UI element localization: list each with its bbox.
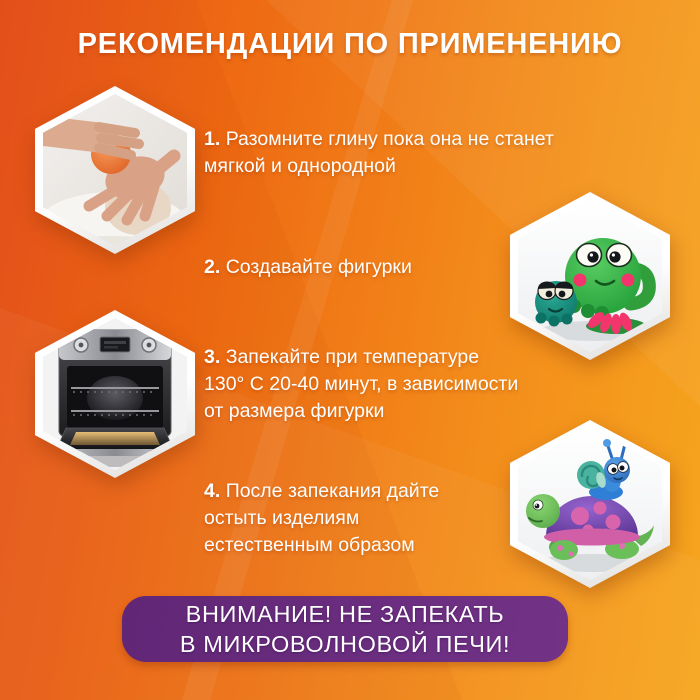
hexagon-frame [35, 310, 195, 478]
step-line-text: Создавайте фигурки [225, 256, 412, 278]
step-line: остыть изделиям [204, 507, 360, 529]
step-line-text: После запекания дайте [225, 480, 440, 502]
step-1-text [204, 126, 614, 180]
warning-line: В МИКРОВОЛНОВОЙ ПЕЧИ! [179, 631, 511, 657]
step-number: 2. [204, 256, 221, 278]
step-number: 3. [204, 346, 221, 368]
step-3-image-hexagon [35, 310, 195, 478]
step-line-text: Запекайте при температуре [225, 346, 480, 368]
step-number: 4. [204, 480, 221, 502]
step-2-text [204, 254, 614, 281]
warning-line: ВНИМАНИЕ! НЕ ЗАПЕКАТЬ [185, 601, 505, 627]
step-line-text: Разомните глину пока она не станет [225, 128, 554, 150]
step-line [204, 344, 614, 371]
step-line [204, 478, 614, 505]
warning-banner [122, 596, 568, 662]
step-4-text [204, 478, 614, 559]
step-line: от размера фигурки [204, 400, 385, 422]
step-line [204, 126, 614, 153]
step-line: мягкой и однородной [204, 155, 396, 177]
page-title: РЕКОМЕНДАЦИИ ПО ПРИМЕНЕНИЮ [77, 28, 623, 60]
hexagon-frame [35, 86, 195, 254]
step-number: 1. [204, 128, 221, 150]
step-line [204, 254, 614, 281]
oven-photo [43, 318, 187, 470]
step-line: естественным образом [204, 534, 415, 556]
hands-kneading-clay-photo [43, 94, 187, 246]
step-1-image-hexagon [35, 86, 195, 254]
step-3-text [204, 344, 614, 425]
step-line: 130° C 20-40 минут, в зависимости [204, 373, 519, 395]
